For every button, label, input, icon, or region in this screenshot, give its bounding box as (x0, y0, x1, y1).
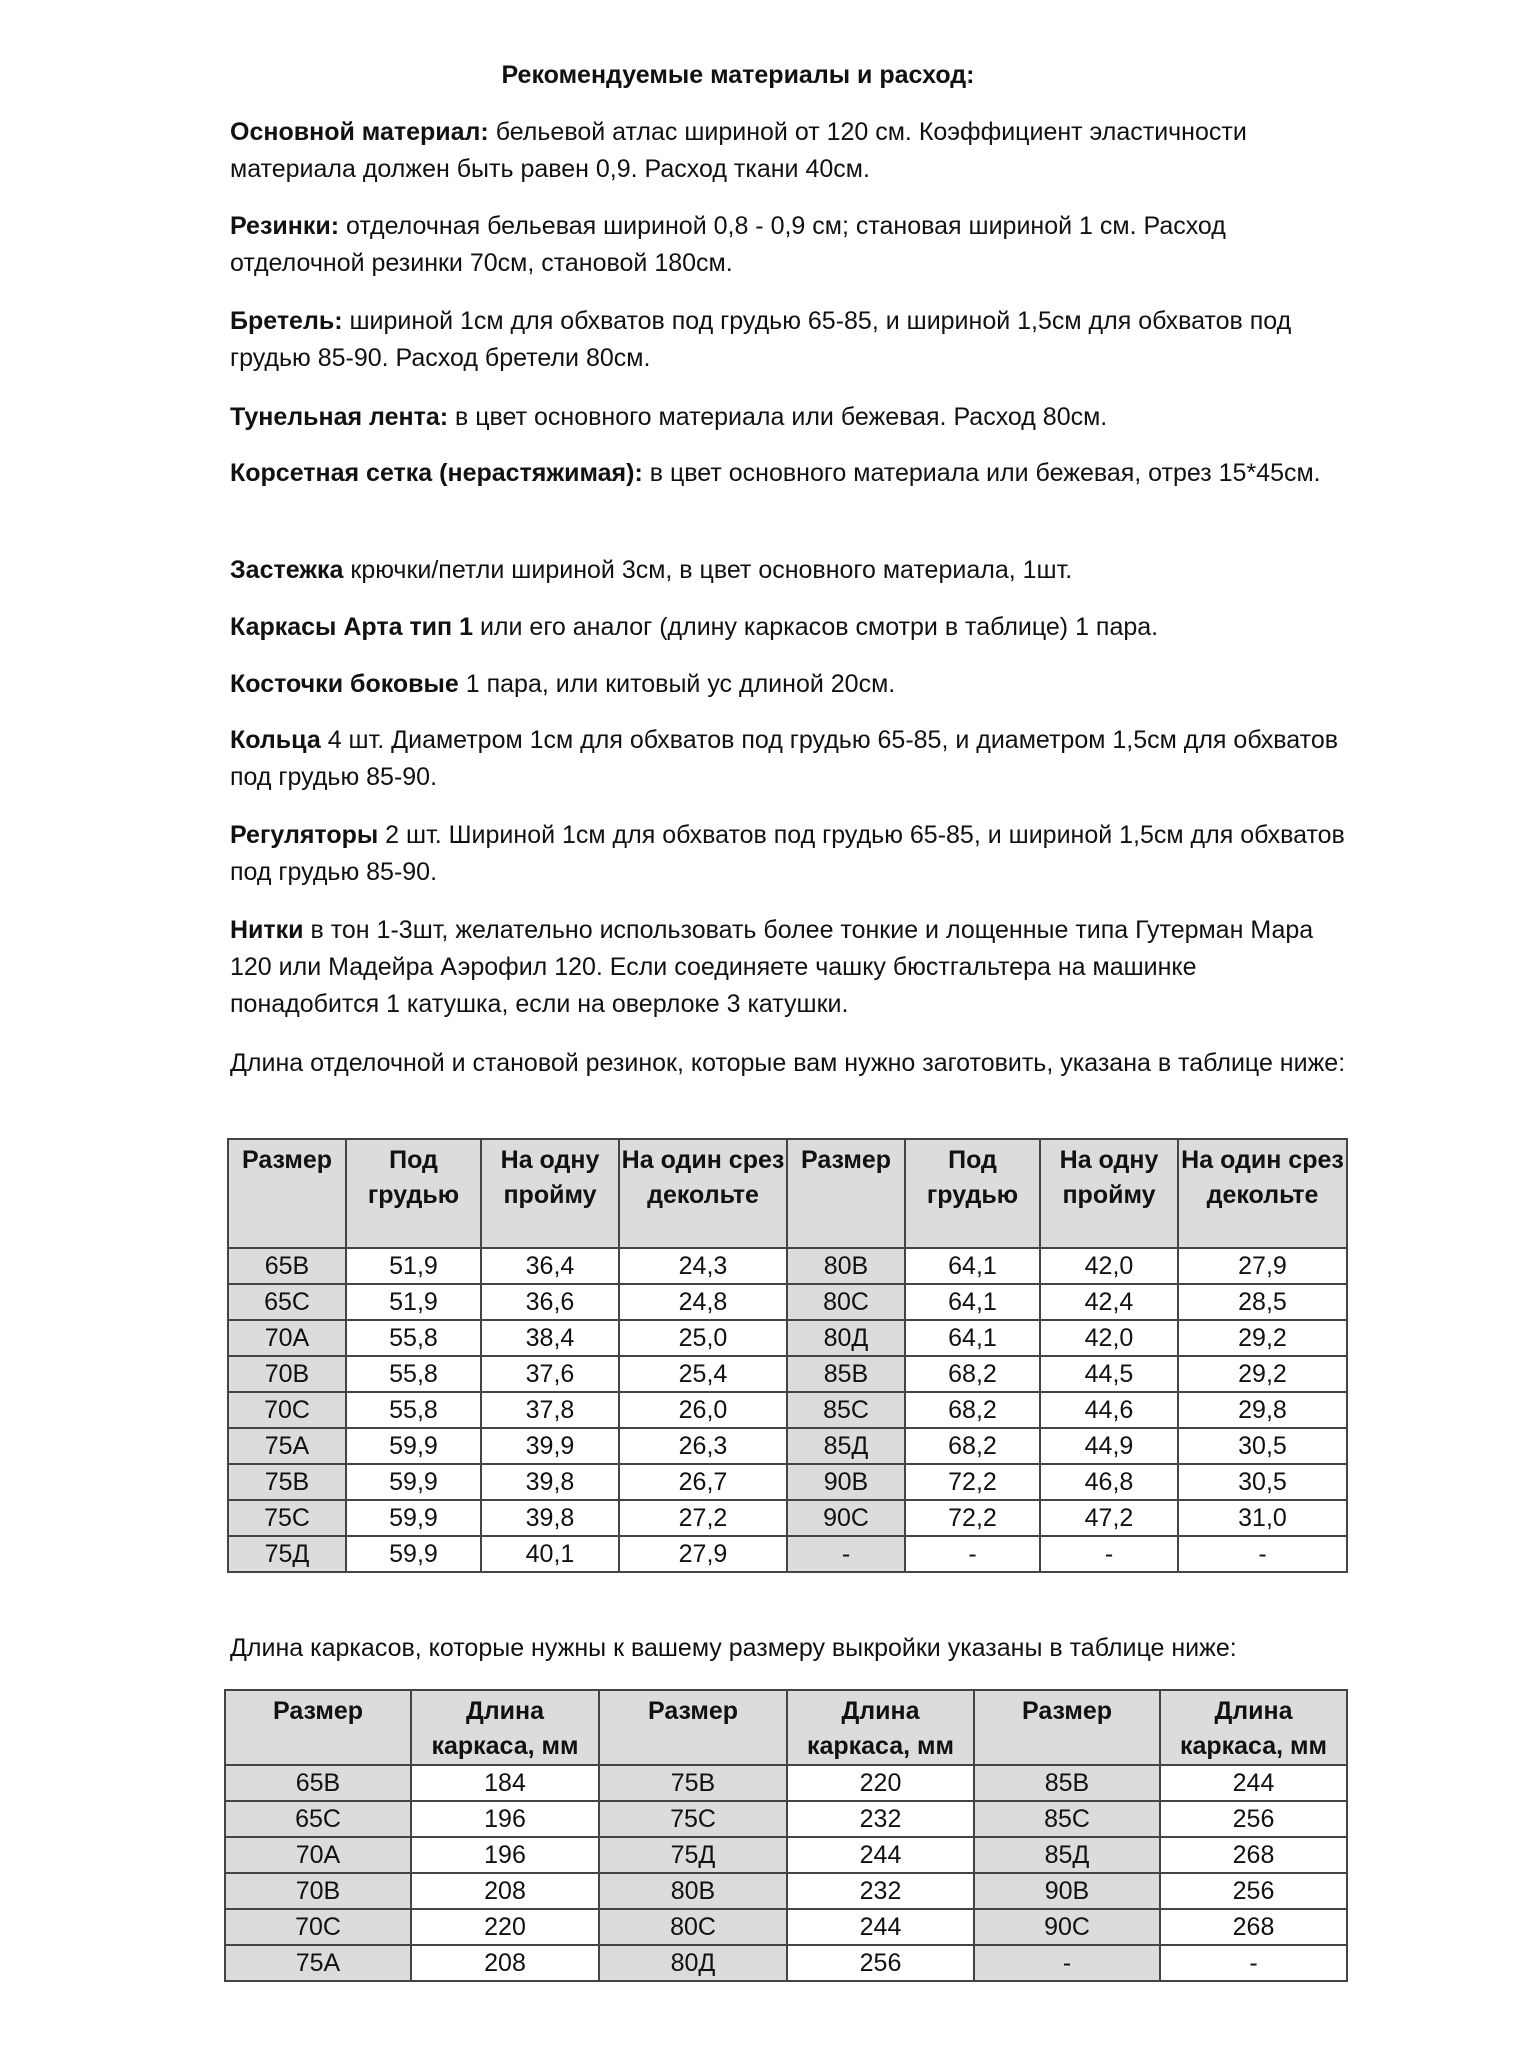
table-cell: 42,4 (1040, 1284, 1178, 1320)
table-cell: 90B (974, 1873, 1160, 1909)
table-cell: 65C (228, 1284, 346, 1320)
table-cell: 44,6 (1040, 1392, 1178, 1428)
table-cell: 244 (1160, 1765, 1347, 1801)
paragraph-side-bones (230, 666, 1350, 703)
table-cell: 70A (228, 1320, 346, 1356)
table-cell: 55,8 (346, 1356, 481, 1392)
table-cell: 38,4 (481, 1320, 619, 1356)
table-cell: 42,0 (1040, 1248, 1178, 1284)
table-cell: 36,4 (481, 1248, 619, 1284)
table-cell: 256 (787, 1945, 974, 1981)
table-cell: 75C (228, 1500, 346, 1536)
paragraph-text: 1 пара, или китовый ус длиной 20см. (458, 670, 896, 698)
table-cell: 26,0 (619, 1392, 787, 1428)
table-cell: 184 (411, 1765, 599, 1801)
table-cell: 37,8 (481, 1392, 619, 1428)
table-cell: 232 (787, 1801, 974, 1837)
table-header-row (228, 1139, 1347, 1248)
table-cell: 64,1 (905, 1320, 1040, 1356)
table-row (228, 1464, 1347, 1500)
table-cell: 80C (787, 1284, 905, 1320)
table-cell: 27,2 (619, 1500, 787, 1536)
table-cell: 59,9 (346, 1464, 481, 1500)
underwire-lengths-table (224, 1689, 1348, 1982)
table-cell: 26,7 (619, 1464, 787, 1500)
table-cell: 220 (411, 1909, 599, 1945)
paragraph-text: 4 шт. Диаметром 1см для обхватов под грудью 65-85, и диаметром 1,5см для обхватов под грудью 85-90. (230, 726, 1339, 791)
table-cell: 30,5 (1178, 1428, 1347, 1464)
table-cell: 40,1 (481, 1536, 619, 1572)
table-cell: 75B (228, 1464, 346, 1500)
column-header: Размер (974, 1690, 1160, 1765)
table-cell: 29,8 (1178, 1392, 1347, 1428)
paragraph-rings (230, 722, 1350, 796)
table-cell: 75Д (228, 1536, 346, 1572)
paragraph-elastics (230, 208, 1350, 282)
paragraph-straps (230, 303, 1350, 377)
table-cell: 244 (787, 1837, 974, 1873)
table-cell: 85Д (787, 1428, 905, 1464)
table-cell: 75Д (599, 1837, 787, 1873)
column-header: Длина каркаса, мм (411, 1690, 599, 1765)
table-cell: 85Д (974, 1837, 1160, 1873)
table-cell: - (974, 1945, 1160, 1981)
paragraph-label: Каркасы Арта тип 1 (230, 613, 474, 641)
table-cell: 65C (225, 1801, 411, 1837)
table-cell: - (1178, 1536, 1347, 1572)
table-row (225, 1909, 1347, 1945)
table-cell: 208 (411, 1945, 599, 1981)
table-cell: - (1160, 1945, 1347, 1981)
paragraph-text: шириной 1см для обхватов под грудью 65-85, и шириной 1,5см для обхватов под грудью 85-90. Расход бретели 80см. (230, 307, 1292, 372)
paragraph-main-material (230, 114, 1350, 188)
table-cell: 80B (787, 1248, 905, 1284)
table-cell: 28,5 (1178, 1284, 1347, 1320)
table-cell: 29,2 (1178, 1356, 1347, 1392)
paragraph-label: Застежка (230, 556, 344, 584)
table-cell: 27,9 (619, 1536, 787, 1572)
table-row (225, 1837, 1347, 1873)
table-cell: - (1040, 1536, 1178, 1572)
table-cell: 232 (787, 1873, 974, 1909)
paragraph-text: отделочная бельевая шириной 0,8 - 0,9 см; становая шириной 1 см. Расход отделочной резинки 70см, становой 180см. (230, 212, 1226, 277)
table-cell: 268 (1160, 1909, 1347, 1945)
table-cell: 75B (599, 1765, 787, 1801)
paragraph-label: Тунельная лента: (230, 403, 449, 431)
table-cell: 39,8 (481, 1464, 619, 1500)
paragraph-label: Основной материал: (230, 118, 489, 146)
paragraph-tunnel-tape (230, 399, 1350, 436)
paragraph-text: Длина отделочной и становой резинок, которые вам нужно заготовить, указана в таблице ниже: (230, 1049, 1346, 1077)
column-header: Размер (787, 1139, 905, 1248)
paragraph-text: или его аналог (длину каркасов смотри в таблице) 1 пара. (473, 613, 1159, 641)
table-cell: 24,8 (619, 1284, 787, 1320)
table-cell: 30,5 (1178, 1464, 1347, 1500)
table-row (228, 1500, 1347, 1536)
column-header: На одну пройму (481, 1139, 619, 1248)
table-cell: 25,0 (619, 1320, 787, 1356)
table-row (228, 1356, 1347, 1392)
paragraph-clasp (230, 552, 1350, 589)
table-cell: 90C (787, 1500, 905, 1536)
table-cell: 268 (1160, 1837, 1347, 1873)
paragraph-label: Кольца (230, 726, 321, 754)
table-cell: 65B (225, 1765, 411, 1801)
column-header: Длина каркаса, мм (1160, 1690, 1347, 1765)
table-cell: 70A (225, 1837, 411, 1873)
paragraph-label: Косточки боковые (230, 670, 459, 698)
table-cell: 65B (228, 1248, 346, 1284)
table-cell: 44,9 (1040, 1428, 1178, 1464)
table-cell: 39,9 (481, 1428, 619, 1464)
column-header: На один срез декольте (619, 1139, 787, 1248)
table-cell: 59,9 (346, 1536, 481, 1572)
paragraph-text: крючки/петли шириной 3см, в цвет основного материала, 1шт. (343, 556, 1073, 584)
paragraph-label: Бретель: (230, 307, 343, 335)
table-cell: 55,8 (346, 1320, 481, 1356)
paragraph-label: Корсетная сетка (нерастяжимая): (230, 459, 643, 487)
table-cell: - (905, 1536, 1040, 1572)
table-cell: 256 (1160, 1801, 1347, 1837)
table-cell: 68,2 (905, 1356, 1040, 1392)
table-cell: 64,1 (905, 1248, 1040, 1284)
table-cell: 37,6 (481, 1356, 619, 1392)
table-cell: 39,8 (481, 1500, 619, 1536)
table-cell: 59,9 (346, 1428, 481, 1464)
table-row (228, 1536, 1347, 1572)
table-cell: 244 (787, 1909, 974, 1945)
table-cell: 70B (228, 1356, 346, 1392)
table-cell: 42,0 (1040, 1320, 1178, 1356)
paragraph-text: в цвет основного материала или бежевая. Расход 80см. (448, 403, 1108, 431)
table-cell: 220 (787, 1765, 974, 1801)
table-cell: 85B (974, 1765, 1160, 1801)
table-cell: 196 (411, 1837, 599, 1873)
table-cell: 26,3 (619, 1428, 787, 1464)
table-row (225, 1945, 1347, 1981)
table-cell: 72,2 (905, 1464, 1040, 1500)
table-cell: 25,4 (619, 1356, 787, 1392)
table-cell: 85C (787, 1392, 905, 1428)
elastic-lengths-table (227, 1138, 1348, 1573)
paragraph-sliders (230, 817, 1350, 891)
table-cell: 80Д (787, 1320, 905, 1356)
table-row (228, 1392, 1347, 1428)
paragraph-text: бельевой атлас шириной от 120 см. Коэффициент эластичности материала должен быть равен 0,9. Расход ткани 40см. (230, 118, 1247, 183)
column-header: Размер (599, 1690, 787, 1765)
table-cell: 29,2 (1178, 1320, 1347, 1356)
table-row (225, 1765, 1347, 1801)
table-cell: 72,2 (905, 1500, 1040, 1536)
table-cell: 80B (599, 1873, 787, 1909)
paragraph-table1-intro (230, 1045, 1350, 1082)
column-header: Размер (225, 1690, 411, 1765)
table-cell: 85B (787, 1356, 905, 1392)
table-row (228, 1248, 1347, 1284)
table-cell: 85C (974, 1801, 1160, 1837)
paragraph-text: в цвет основного материала или бежевая, отрез 15*45см. (642, 459, 1321, 487)
table-cell: 68,2 (905, 1428, 1040, 1464)
paragraph-label: Резинки: (230, 212, 340, 240)
table-row (225, 1873, 1347, 1909)
table-cell: 51,9 (346, 1284, 481, 1320)
table-cell: 59,9 (346, 1500, 481, 1536)
paragraph-threads (230, 912, 1350, 1023)
table-cell: 46,8 (1040, 1464, 1178, 1500)
table2-caption: Длина каркасов, которые нужны к вашему размеру выкройки указаны в таблице ниже: (230, 1634, 1237, 1662)
paragraph-corset-mesh (230, 455, 1350, 492)
table-cell: 47,2 (1040, 1500, 1178, 1536)
table-cell: 256 (1160, 1873, 1347, 1909)
column-header: На одну пройму (1040, 1139, 1178, 1248)
column-header: На один срез декольте (1178, 1139, 1347, 1248)
table-cell: 80Д (599, 1945, 787, 1981)
table-cell: 70C (228, 1392, 346, 1428)
table-cell: 70B (225, 1873, 411, 1909)
column-header: Размер (228, 1139, 346, 1248)
column-header: Длина каркаса, мм (787, 1690, 974, 1765)
table-row (228, 1428, 1347, 1464)
page-title: Рекомендуемые материалы и расход: (501, 61, 975, 89)
table-cell: 68,2 (905, 1392, 1040, 1428)
table-cell: 27,9 (1178, 1248, 1347, 1284)
table-cell: 90B (787, 1464, 905, 1500)
table-cell: 90C (974, 1909, 1160, 1945)
paragraph-text: в тон 1-3шт, желательно использовать более тонкие и лощенные типа Гутерман Мара 120 или Мадейра Аэрофил 120. Если соединяете чашку бюстгальтера на машинке понадобится 1 катушка, если на оверлоке 3 катушки. (230, 916, 1314, 1018)
table-cell: 24,3 (619, 1248, 787, 1284)
table-cell: 80C (599, 1909, 787, 1945)
table-cell: 75C (599, 1801, 787, 1837)
table-row (225, 1801, 1347, 1837)
table-row (228, 1284, 1347, 1320)
table-cell: - (787, 1536, 905, 1572)
table-cell: 36,6 (481, 1284, 619, 1320)
paragraph-text: 2 шт. Шириной 1см для обхватов под грудью 65-85, и шириной 1,5см для обхватов под грудью 85-90. (230, 821, 1345, 886)
table-cell: 31,0 (1178, 1500, 1347, 1536)
table-cell: 51,9 (346, 1248, 481, 1284)
column-header: Под грудью (346, 1139, 481, 1248)
paragraph-underwires (230, 609, 1350, 646)
table-cell: 208 (411, 1873, 599, 1909)
table-row (228, 1320, 1347, 1356)
column-header: Под грудью (905, 1139, 1040, 1248)
table-header-row (225, 1690, 1347, 1765)
table-cell: 64,1 (905, 1284, 1040, 1320)
paragraph-label: Регуляторы (230, 821, 379, 849)
table-cell: 196 (411, 1801, 599, 1837)
table-cell: 55,8 (346, 1392, 481, 1428)
table-cell: 44,5 (1040, 1356, 1178, 1392)
table-cell: 70C (225, 1909, 411, 1945)
table-cell: 75A (228, 1428, 346, 1464)
table-cell: 75A (225, 1945, 411, 1981)
paragraph-label: Нитки (230, 916, 304, 944)
